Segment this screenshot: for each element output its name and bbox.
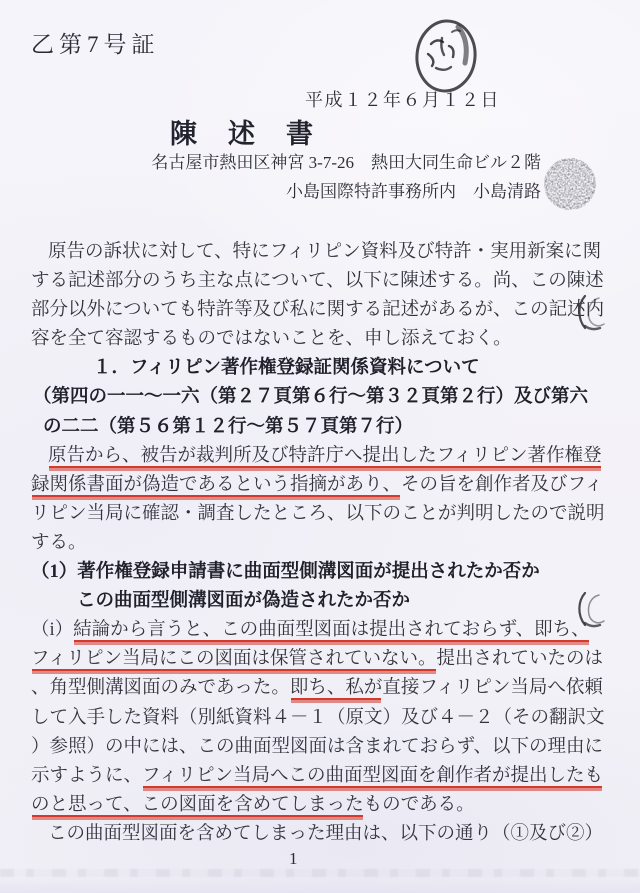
body-line [31,674,616,703]
body-line [31,820,616,849]
red-underlined-text: 原告から、被告が裁判所及び特許庁へ提出したフィリピン著作権登 [48,445,602,466]
body-line [31,762,616,791]
red-underlined-text: 結論から言うと、この曲面型図面は提出されておらず、即ち、 [73,620,590,641]
body-line [31,791,616,820]
red-underlined-text: フィリピン当局へこの曲面型図面を創作者が提出したも [142,765,604,786]
body-line [31,325,616,354]
body-text: １．フィリピン著作権登録証関係資料について [93,358,480,379]
body-line [31,558,616,587]
body-text: （1）著作権登録申請書に曲面型側溝図面が提出されたか否か [31,562,540,583]
body-line [31,500,616,529]
red-underlined-text: フィリピン当局にこの図面は保管されていない。 [31,649,437,670]
document-date: 平成１２年６月１２日 [305,90,500,110]
body-text: この曲面型側溝図面が偽造されたか否か [77,591,411,612]
document-title: 陳 述 書 [170,119,315,149]
body-text: の二二（第５６第１２行～第５７頁第７行） [43,416,414,437]
body-line [31,645,616,674]
body-line [31,733,616,762]
address-line: 名古屋市熱田区神宮 3-7-26 熱田大同生命ビル２階 [151,153,541,172]
body-line [31,529,616,558]
body-line [31,383,616,412]
body-text: する。 [31,532,87,553]
body-text: その旨を創作者及びフィ [401,474,604,495]
body-line [31,238,616,267]
red-underlined-text: 録関係書面が偽造であるという指摘があり、 [31,474,402,495]
author-line: 小島国際特許事務所内 小島清路 [286,182,541,201]
exhibit-label: 乙第7号証 [31,32,160,57]
body-line [31,354,616,383]
scan-smudge-band [0,869,640,877]
body-text: （第四の一一～一六（第２７頁第６行～第３２頁第２行）及び第六 [33,387,589,408]
scan-bottom-shadow [0,877,640,893]
body-line [31,413,616,442]
body-line [31,442,616,471]
body-text: 原告の訴状に対して、特にフィリピン資料及び特許・実用新案に関 [48,242,602,262]
body-text: この曲面型図面を含めてしまった理由は、以下の通り（①及び②） [48,823,604,844]
body-text: ものである。 [363,794,475,815]
body-text: して入手した資料（別紙資料４－１（原文）及び４－２（その翻訳文 [31,707,605,728]
red-underlined-text: 即ち、私が [289,678,383,699]
page-number: 1 [289,849,298,868]
body-text: 容を全て容認するものではないことを、申し添えておく。 [31,329,512,350]
personal-seal-icon [543,156,601,214]
body-line [31,704,616,733]
body-text: （i） [31,620,74,641]
body-text: 提出されていたのは [436,649,604,670]
body-line [31,616,616,645]
body-line [31,587,616,616]
body-text: 直接フィリピン当局へ依頼 [382,678,603,699]
body-line [31,296,616,325]
body-text: ）参照）の中には、この曲面型図面は含まれておらず、以下の理由に [31,736,604,757]
body-text: 部分以外についても特許等及び私に関する記述があるが、この記述内 [31,300,605,321]
body-line [31,267,616,296]
body-text: 、角型側溝図面のみであった。 [31,678,290,699]
body-text: する記述部分のうち主な点について、以下に陳述する。尚、この陳述 [31,271,604,292]
body-text: リピン当局に確認・調査したところ、以下のことが判明したので説明 [31,503,605,524]
document-body [31,238,616,849]
red-underlined-text: のと思って、この図面を含めてしまった [31,794,364,815]
body-text: 示すように、 [31,765,143,786]
body-line [31,471,616,500]
